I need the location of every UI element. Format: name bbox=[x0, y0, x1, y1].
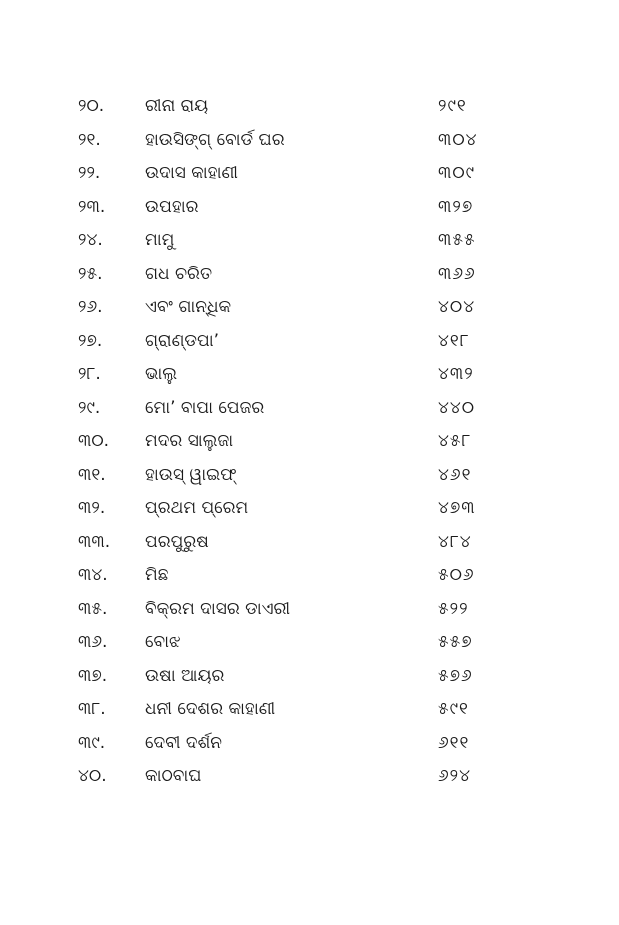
entry-page-number: ୩୨୭ bbox=[438, 196, 474, 217]
entry-title: ଏବଂ ଗାନ୍ଧିକ bbox=[145, 297, 232, 317]
entry-page-number: ୩୫୫ bbox=[438, 230, 476, 250]
entry-page-number: ୪୬୧ bbox=[438, 464, 472, 485]
entry-number: ୨୭. bbox=[78, 330, 103, 351]
entry-title: ଗ୍ରାଣ୍ଡପା’ bbox=[145, 330, 220, 351]
entry-number: ୩୧. bbox=[78, 464, 106, 485]
entry-number: ୩୮. bbox=[78, 699, 106, 719]
entry-title: ଦେବୀ ଦର୍ଶନ bbox=[145, 732, 222, 753]
toc-entry bbox=[0, 392, 619, 426]
entry-number: ୩୫. bbox=[78, 598, 108, 619]
entry-number: ୩୨. bbox=[78, 498, 106, 518]
toc-entry bbox=[0, 124, 619, 158]
toc-entry bbox=[0, 90, 619, 124]
entry-title: ମୋ’ ବାପା ପେଜର bbox=[145, 397, 265, 418]
entry-page-number: ୪୫୮ bbox=[438, 431, 472, 451]
entry-page-number: ୫୫୭ bbox=[438, 632, 473, 652]
toc-entry bbox=[0, 191, 619, 225]
entry-page-number: ୩୦୪ bbox=[438, 129, 478, 150]
entry-page-number: ୬୧୧ bbox=[438, 732, 470, 753]
entry-title: ବୋଝ bbox=[145, 632, 181, 652]
entry-title: ଉଷା ଆୟର bbox=[145, 665, 225, 686]
toc-entry bbox=[0, 526, 619, 560]
entry-number: ୪୦. bbox=[78, 766, 107, 786]
entry-page-number: ୨୯୧ bbox=[438, 96, 467, 116]
entry-number: ୩୭. bbox=[78, 665, 108, 686]
entry-title: ଭାଲୁ bbox=[145, 364, 178, 384]
entry-page-number: ୫୯୧ bbox=[438, 699, 469, 719]
entry-page-number: ୬୨୪ bbox=[438, 766, 472, 786]
entry-number: ୩୩. bbox=[78, 531, 111, 552]
toc-entry bbox=[0, 660, 619, 694]
entry-number: ୨୪. bbox=[78, 230, 103, 250]
entry-page-number: ୪୦୪ bbox=[438, 297, 476, 317]
entry-number: ୨୯. bbox=[78, 397, 101, 418]
entry-page-number: ୪୪୦ bbox=[438, 397, 476, 418]
toc-entry bbox=[0, 760, 619, 794]
entry-title: ରୀନା ରାୟ bbox=[145, 96, 209, 116]
entry-page-number: ୪୧୮ bbox=[438, 330, 470, 351]
entry-page-number: ୩୦୯ bbox=[438, 163, 476, 183]
toc-entry bbox=[0, 224, 619, 258]
entry-title: ହାଉସ୍ ୱାଇଫ୍ bbox=[145, 464, 237, 485]
entry-page-number: ୪୩୨ bbox=[438, 364, 474, 384]
entry-title: ପ୍ରଥମ ପ୍ରେମ bbox=[145, 498, 249, 518]
entry-title: ବିକ୍ରମ ଦାସର ଡାଏରୀ bbox=[145, 598, 291, 619]
toc-entry bbox=[0, 459, 619, 493]
entry-title: ଉଦାସ କାହାଣୀ bbox=[145, 163, 239, 183]
toc-entry bbox=[0, 559, 619, 593]
entry-page-number: ୫୨୨ bbox=[438, 598, 469, 619]
table-of-contents bbox=[0, 90, 619, 794]
toc-entry bbox=[0, 291, 619, 325]
toc-entry bbox=[0, 325, 619, 359]
entry-number: ୩୬. bbox=[78, 632, 108, 652]
entry-title: ପରପୁରୁଷ bbox=[145, 531, 209, 552]
entry-number: ୩୪. bbox=[78, 565, 108, 585]
toc-entry bbox=[0, 727, 619, 761]
toc-entry bbox=[0, 358, 619, 392]
entry-number: ୨୬. bbox=[78, 297, 103, 317]
entry-number: ୨୩. bbox=[78, 196, 106, 217]
entry-title: ଗଧ ଚରିତ bbox=[145, 263, 213, 284]
toc-entry bbox=[0, 157, 619, 191]
entry-number: ୨୧. bbox=[78, 129, 101, 150]
entry-number: ୨୨. bbox=[78, 163, 101, 183]
toc-entry bbox=[0, 492, 619, 526]
toc-entry bbox=[0, 626, 619, 660]
entry-page-number: ୩୬୬ bbox=[438, 263, 476, 284]
entry-number: ୩୯. bbox=[78, 732, 106, 753]
entry-title: ମାମୁ bbox=[145, 230, 175, 250]
entry-title: ହାଉସିଙ୍ଗ୍ ବୋର୍ଡ ଘର bbox=[145, 129, 285, 150]
entry-page-number: ୪୭୩ bbox=[438, 498, 476, 518]
toc-entry bbox=[0, 593, 619, 627]
entry-number: ୨୮. bbox=[78, 364, 101, 384]
entry-title: ମିଛ bbox=[145, 565, 169, 585]
entry-number: ୨୦. bbox=[78, 96, 105, 116]
entry-page-number: ୫୦୬ bbox=[438, 565, 475, 585]
entry-number: ୨୫. bbox=[78, 263, 103, 284]
entry-page-number: ୫୭୬ bbox=[438, 665, 473, 686]
toc-entry bbox=[0, 425, 619, 459]
toc-entry bbox=[0, 693, 619, 727]
entry-title: ଧନୀ ଦେଶର କାହାଣୀ bbox=[145, 699, 276, 719]
entry-title: ମଦର ସାଲୁଜା bbox=[145, 431, 234, 451]
entry-title: ଉପହାର bbox=[145, 196, 199, 217]
entry-number: ୩୦. bbox=[78, 431, 110, 451]
toc-entry bbox=[0, 258, 619, 292]
entry-page-number: ୪୮୪ bbox=[438, 531, 472, 552]
entry-title: କାଠବାଘ bbox=[145, 766, 202, 786]
